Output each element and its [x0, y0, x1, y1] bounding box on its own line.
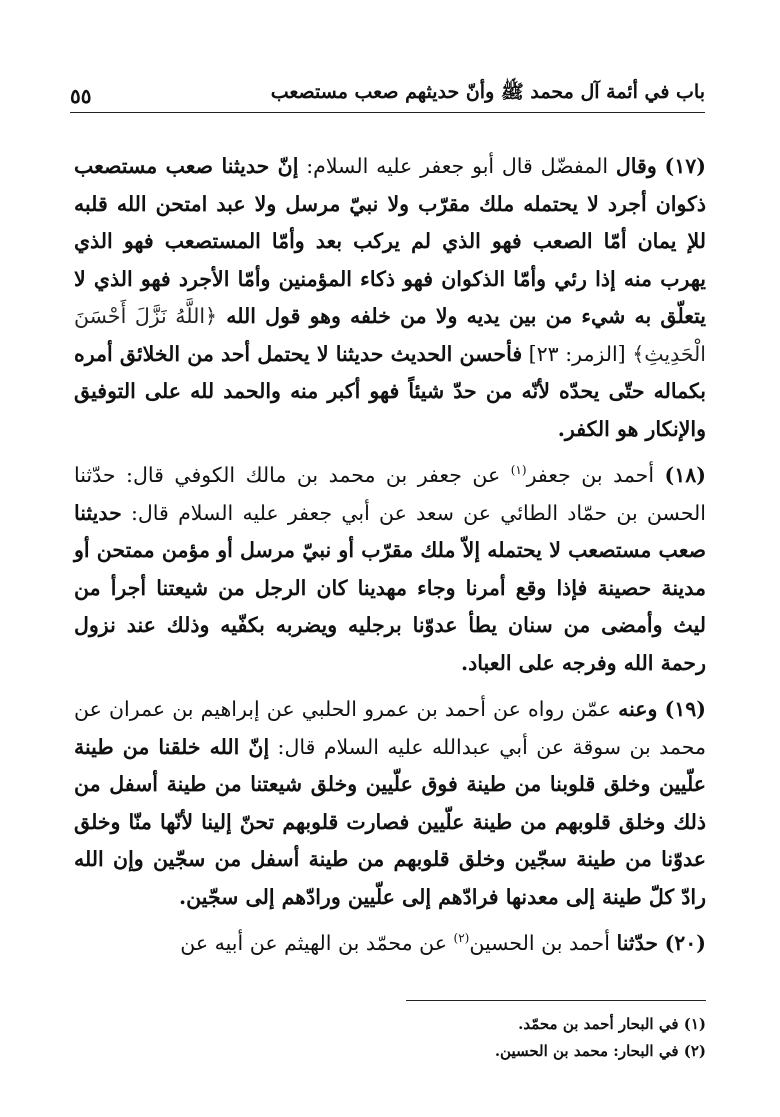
chapter-title: باب في أئمة آل محمد ﷺ وأنّ حديثهم صعب مستصعب: [270, 81, 705, 103]
hadith-chain: أحمد بن جعفر: [526, 463, 655, 487]
hadith-chain: المفضّل قال أبو جعفر عليه السلام:: [298, 154, 609, 178]
hadith-number: (٢٠): [664, 931, 706, 955]
hadith-19: [74, 691, 706, 916]
hadith-text: إنّ الله خلقنا من طينة علّيين وخلق قلوبنا من طينة فوق علّيين وخلق شيعتنا من طينة أسفل من ذلك وخلق قلوبهم من طينة علّيين فصارت قلوبهم تحنّ إلينا لأنّها منّا وخلق عدوّنا من طينة سجّين وخلق قلوبهم من طينة أسفل من سجّين وإن الله رادّ كلّ طينة إلى معدنها فرادّهم إلى علّيين ورادّهم إلى سجّين.: [74, 734, 706, 909]
footnote-2: (٢) في البحار: محمد بن الحسين.: [494, 1042, 706, 1060]
quran-quote: ﴿اللَّهُ نَزَّلَ أَحْسَنَ الْحَدِيثِ﴾: [74, 304, 707, 366]
hadith-intro: حدّثنا: [616, 931, 659, 955]
hadith-chain: أحمد بن الحسين: [469, 931, 610, 955]
footnotes: [74, 1000, 706, 1065]
quran-reference: [الزمر: ٢٣]: [522, 341, 626, 366]
hadith-text-continued: فأحسن الحديث حديثنا لا يحتمل أحد من الخلائق أمره بكماله حتّى يحدّه لأنّه من حدّ شيئاً فهو أكبر منه والحمد لله على التوفيق والإنكار هو الكفر.: [74, 341, 706, 441]
running-header: [70, 78, 705, 113]
footnote-divider: [406, 1000, 706, 1001]
hadith-intro: وعنه: [618, 697, 658, 721]
hadith-number: (١٩): [664, 697, 706, 721]
hadith-intro: وقال: [615, 154, 657, 178]
hadith-18: [74, 457, 706, 682]
footnote-marker: (١): [510, 463, 527, 478]
hadith-text: إنّ حديثنا صعب مستصعب ذكوان أجرد لا يحتمله ملك مقرّب ولا نبيّ مرسل ولا عبد امتحن الله قلبه للإ يمان أمّا الصعب فهو الذي لم يركب بعد وأمّا المستصعب فهو الذي يهرب منه إذا رئي وأمّا الذكوان فهو ذكاء المؤمنين وأمّا الأجرد فهو الذي لا يتعلّق به شيء من بين يديه ولا من خلفه وهو قول الله: [74, 154, 707, 328]
footnote-marker: (٢): [453, 931, 470, 946]
footnote-1: (١) في البحار أحمد بن محمّد.: [518, 1015, 706, 1033]
hadith-20: [74, 925, 706, 963]
hadith-chain: عمّن رواه عن أحمد بن عمرو الحلبي عن إبراهيم بن عمران عن محمد بن سوقة عن أبي عبدالله عليه السلام قال:: [74, 697, 706, 759]
hadith-17: [74, 148, 706, 448]
hadith-text: حديثنا صعب مستصعب لا يحتمله إلاّ ملك مقرّب أو نبيّ مرسل أو مؤمن ممتحن أو مدينة حصينة فإذا وقع أمرنا وجاء مهدينا كان الرجل من شيعتنا أجرأ من ليث وأمضى من سنان يطأ عدوّنا برجليه ويضربه بكفّيه وذلك عند نزول رحمة الله وفرجه على العباد.: [74, 500, 706, 675]
page-number: ٥٥: [70, 84, 92, 108]
hadith-chain-continued: عن جعفر بن محمد بن مالك الكوفي قال: حدّثنا الحسن بن حمّاد الطائي عن سعد عن أبي جعفر عليه السلام قال:: [74, 463, 706, 525]
hadith-number: (١٧): [664, 154, 706, 178]
hadith-chain-continued: عن محمّد بن الهيثم عن أبيه عن: [180, 931, 454, 955]
hadith-number: (١٨): [664, 463, 706, 487]
main-text: [74, 148, 706, 967]
